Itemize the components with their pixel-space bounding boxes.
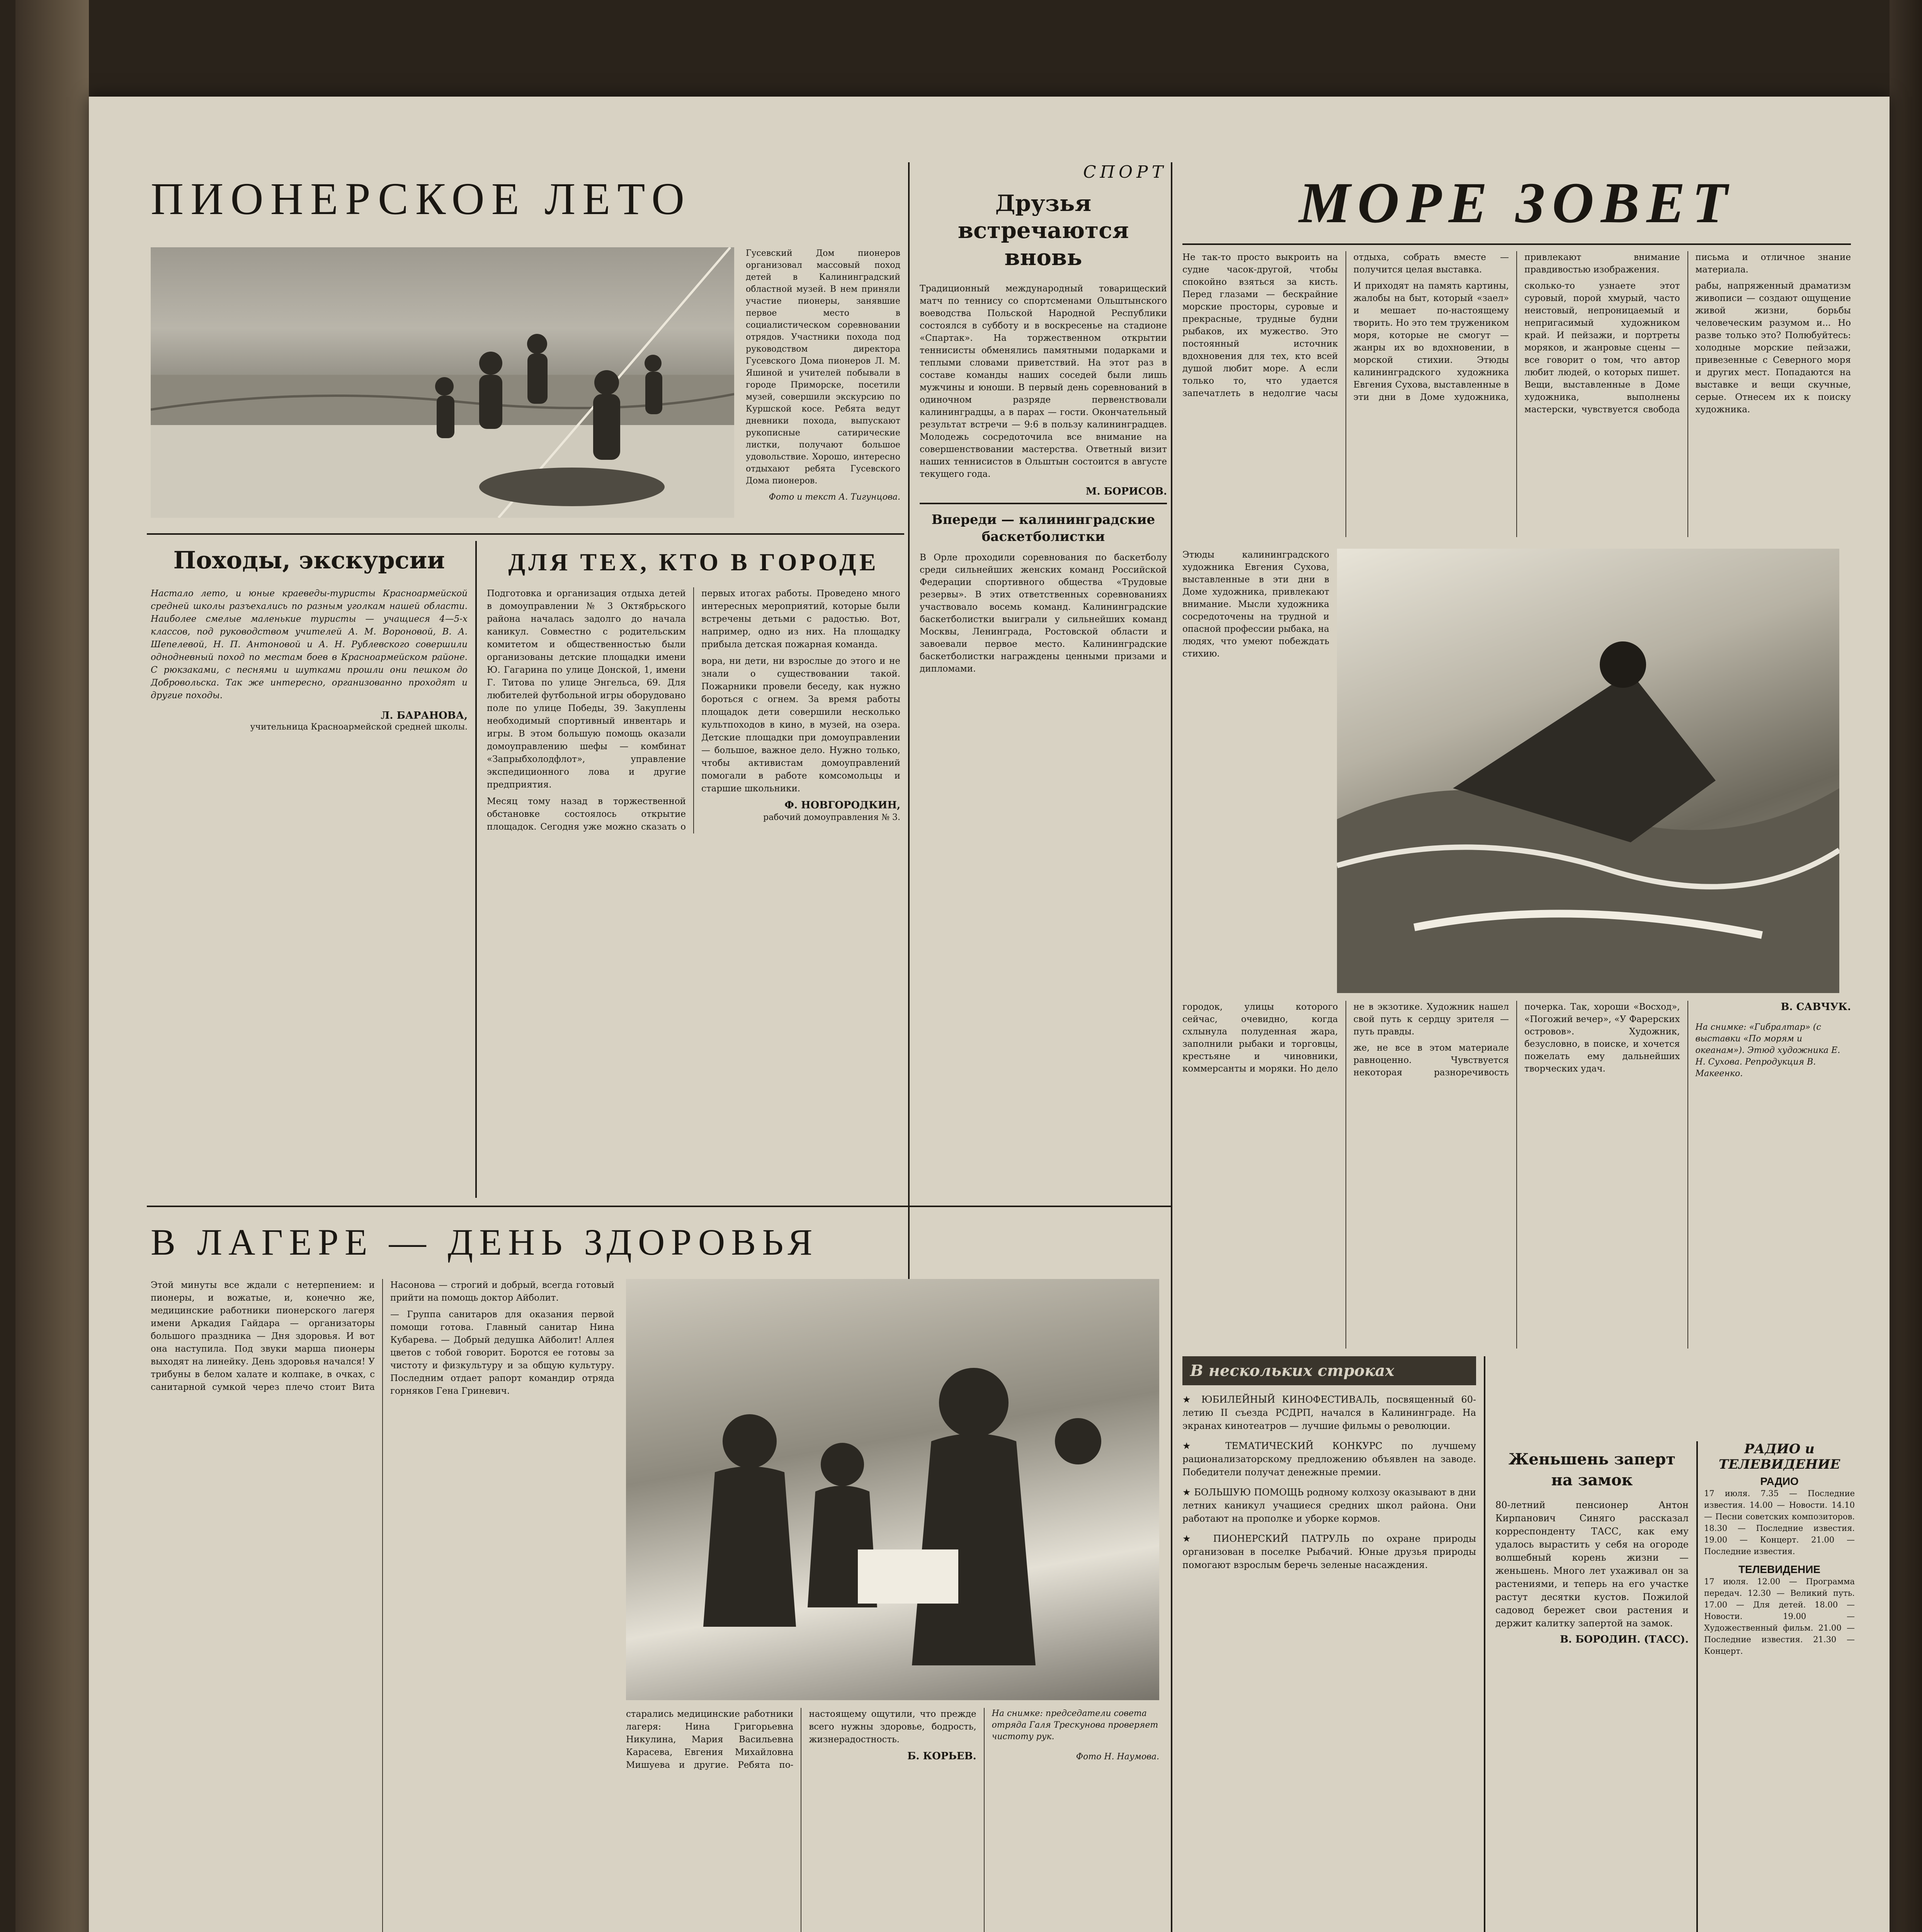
camp-body3: старались медицинские работники лагеря: Нина Григорьевна Никулина, Мария Васильевна Карасева, Евгения Михайловна Мишуева и другие. Ребята по-настоящему ощутили, что прежде всего нужны здоровье, бодрость, жизнерадостность. — [626, 1709, 976, 1770]
rule — [475, 541, 477, 1198]
pioneer-title: ПИОНЕРСКОЕ ЛЕТО — [151, 173, 692, 224]
radio-title: РАДИО и ТЕЛЕВИДЕНИЕ — [1718, 1441, 1840, 1472]
brief-item-2: ★ ТЕМАТИЧЕСКИЙ КОНКУРС по лучшему рационализаторскому предложению объявлен на заводе. Победители получат денежные премии. — [1182, 1440, 1476, 1478]
sea-bottom-left: Этюды калининградского художника Евгения Сухова, выставленные в эти дни в Доме художника, привлекают внимание. Мысли художника сосредоточены на трудной и опасной профессии рыбака, на людях, что умеют побеждать стихию. — [1182, 550, 1329, 659]
sea-painting — [1337, 549, 1839, 993]
rule — [1696, 1441, 1698, 1932]
city-body2: Месяц тому назад в торжественной обстановке состоялось открытие площадок. Сегодня уже можно сказать о первых итогах работы. Проведено много интересных мероприятий, которые были встречены детьми с радостью. Вот, например, одно из них. На площадку прибыла детская пожарная команда. — [487, 588, 900, 832]
hikes-block — [151, 545, 468, 1194]
sea-col2: И приходят на память картины, жалобы на быт, который «заел» и мешает по-настоящему творить. Но это тем тружеником моря, которые не смогут — жанры их во вдохновении, в морской стихии. Этюды калининградского художника Евгения Сухова, выставленные в эти дни в Доме художника, привлекают внимание правдивостью изображения. — [1353, 252, 1680, 402]
ginseng-body: 80-летний пенсионер Антон Кирпанович Синяго рассказал корреспонденту ТАСС, как ему удалось вырастить у себя на огороде волшебный корень жизни — женьшень. Много лет ухаживал он за растениями, и теперь на его участке растут десятки кустов. Пожилой садовод бережет свои растения и держит калитку запертой на замок. — [1495, 1500, 1689, 1629]
sea-columns-top — [1182, 251, 1851, 537]
city-body3: вора, ни дети, ни взрослые до этого и не знали о существовании такой. Пожарники провели беседу, как нужно бороться с огнем. За время работы площадок дети совершили несколько культпоходов в кино, в музей, на озера. Детские площадки при домоуправлении — большое, важное дело. Нужно только, чтобы активистам домоуправлений помогали в работе комсомольцы и старшие школьники. — [701, 656, 900, 794]
rule — [1484, 1356, 1485, 1932]
city-signature: Ф. НОВГОРОДКИН, — [784, 799, 900, 811]
ginseng-title: Женьшень заперт на замок — [1508, 1450, 1676, 1489]
camp-title: В ЛАГЕРЕ — ДЕНЬ ЗДОРОВЬЯ — [151, 1221, 819, 1263]
brief-title: В нескольких строках — [1182, 1356, 1476, 1385]
newspaper-page — [89, 97, 1890, 1932]
sea-bottom-right: же, не все в этом материале равноценно. Чувствуется некоторая разноречивость почерка. Так, хороши «Восход», «Погожий вечер», «У Фарерских островов». Художник, безусловно, в поиске, и хочется пожелать ему дальнейших творческих удач. — [1353, 1002, 1680, 1078]
paper-stack-left — [15, 0, 89, 1932]
camp-body: Этой минуты все ждали с нетерпением: и пионеры, и вожатые, и, конечно же, медицинские работники пионерского лагеря имени Аркадия Гайдара — организаторы большого праздника — Дня здоровья. И вот она наступила. Под звуки марша пионеры выходят на линейку. День здоровья начался! У трибуны в белом халате и колпаке, в очках, с санитарной сумкой через плечо стоит Вита Насонова — строгий и добрый, всегда готовый прийти на помощь доктор Айболит. — [151, 1280, 614, 1392]
city-body: Подготовка и организация отдыха детей в домоуправлении № 3 Октябрьского района началась задолго до начала каникул. Совместно с родительским комитетом и общественностью были организованы детские площадки имени Ю. Гагарина по улице Донской, 1, имени Г. Титова по улице Энгельса, 69. Для любителей футбольной игры оборудовано поле по улице Победы, 39. Закуплены необходимый спортивный инвентарь и игры. В этом большую помощь оказали домоуправлению шефы — комбинат «Запрыбхолодфлот», управление экспедиционного лова и другие предприятия. — [487, 588, 686, 790]
radio-subtitle: РАДИО — [1760, 1475, 1799, 1487]
sport-body: Традиционный международный товарищеский матч по теннису со спортсменами Ольштынского воеводства Польской Народной Республики состоялся в субботу и в воскресенье на стадионе «Спартак». На торжественном открытии теннисисты обменялись памятными подарками и теплыми словами приветствий. На этот раз в составе команды наших соседей были лишь мужчины и юноши. В первый день соревнований в одиночном разряде первенствовали калининградцы, а в парах — гости. Окончательный результат встречи — 9:6 в пользу калининградцев. Молодежь сосредоточила все внимание на совершенствовании мастерства. Ответный визит наших теннисистов в Ольштын состоится в августе текущего года. — [920, 284, 1167, 479]
sport-subtitle: Впереди — калининградские баскетболистки — [920, 503, 1167, 545]
pioneer-photo — [151, 247, 734, 518]
sport-title: Друзья встречаются вновь — [958, 190, 1129, 270]
rule — [147, 1206, 1171, 1207]
brief-block — [1182, 1356, 1476, 1932]
camp-body2: — Группа санитаров для оказания первой помощи готова. Главный санитар Нина Кубарева. — Добрый дедушка Айболит! Аллея цветов с тобой говорит. Боротся ее готовы за чистоту и физкультуру и за общую культуру. Последним отдает рапорт командир отряда горняков Гена Гриневич. — [390, 1310, 614, 1396]
tv-text: 17 июля. 12.00 — Программа передач. 12.30 — Великий путь. 17.00 — Для детей. 18.00 — Новости. 19.00 — Художественный фильм. 21.00 — Последние известия. 21.30 — Концерт. — [1704, 1577, 1855, 1656]
sea-caption: На снимке: «Гибралтар» (с выставки «По морям и океанам»). Этюд художника Е. Н. Сухова. Репродукция В. Макеенко. — [1695, 1022, 1840, 1078]
sea-col3: сколько-то узнаете этот суровый, порой хмурый, часто неистовый, непроницаемый и непригасимый художником край. И пейзажи, и портреты моряков, и жанровые сцены — все говорит о том, что автор любит людей, о которых пишет. Вещи, выставленные в Доме художника, выполнены мастерски, чувствуется свобода письма и отличное знание материала. — [1524, 252, 1851, 415]
sea-header — [1182, 166, 1851, 245]
city-block — [487, 545, 900, 1202]
pioneer-text — [746, 247, 900, 518]
sport-body2: В Орле проходили соревнования по баскетболу среди сильнейших женских команд Российской Федерации спортивного общества «Трудовые резервы». В этих ответственных соревнованиях участвовало восемь команд. Калининградские баскетболистки выиграли у сильнейших команд Москвы, Ленинграда, Ростовской области и завоевали первое место. Калининградские баскетболистки награждены ценными призами и дипломами. — [920, 553, 1167, 674]
brief-item-1: ★ ЮБИЛЕЙНЫЙ КИНОФЕСТИВАЛЬ, посвященный 60-летию II съезда РСДРП, начался в Калининграде. На экранах кинотеатров — лучшие фильмы о революции. — [1182, 1394, 1476, 1431]
sea-col1: Не так-то просто выкроить на судне часок-другой, чтобы спокойно взяться за кисть. Перед глазами — бескрайние морские просторы, суровые и прекрасные, трудные будни рыбаков, их мужество. Это постоянный источник вдохновения для тех, кто всей душой любит море. А если только то, что удается запечатлеть в недолгие часы отдыха, собрать вместе — получится целая выставка. — [1182, 252, 1509, 398]
camp-photo-credit: Фото Н. Наумова. — [1076, 1752, 1159, 1762]
camp-text-2 — [626, 1708, 1159, 1932]
city-signature-note: рабочий домоуправления № 3. — [763, 813, 900, 822]
radio-block — [1704, 1441, 1855, 1932]
camp-caption: На снимке: председатели совета отряда Галя Трескунова проверяет чистоту рук. — [992, 1709, 1158, 1742]
sport-rubric: СПОРТ — [1083, 162, 1167, 182]
hikes-body: Настало лето, и юные краеведы-туристы Красноармейской средней школы разъехались по разным уголкам нашей области. Наиболее смелые маленькие туристы — учащиеся 4—5-х классов, под руководством учителей А. М. Вороновой, В. А. Шепелевой, Н. П. Антоновой и А. Н. Рублевского совершили однодневный поход по местам боев в Красноармейском районе. С рюкзаками, с песнями и шутками прошли они пешком до Добровольска. Так же интересно, организованно проходят и другие походы. — [151, 588, 468, 701]
hikes-title: Походы, экскурсии — [173, 546, 445, 574]
camp-header — [151, 1217, 1163, 1271]
brief-item-4: ★ ПИОНЕРСКИЙ ПАТРУЛЬ по охране природы организован в поселке Рыбачий. Юные друзья природы помогают взрослым беречь зеленые насаждения. — [1182, 1533, 1476, 1570]
paper-stack-right — [1890, 0, 1922, 1932]
camp-photo-art — [626, 1279, 1159, 1700]
camp-photo — [626, 1279, 1159, 1700]
hikes-signature-note: учительница Красноармейской средней школы. — [250, 722, 468, 732]
pioneer-caption: Фото и текст А. Тигунцова. — [769, 492, 900, 502]
sea-title: МОРЕ ЗОВЕТ — [1299, 171, 1735, 235]
sea-col-left — [1182, 549, 1329, 993]
rule — [1171, 162, 1172, 1430]
camp-text — [151, 1279, 614, 1932]
pioneer-photo-art — [151, 247, 734, 518]
sport-signature: М. БОРИСОВ. — [1085, 486, 1167, 497]
rule — [147, 533, 904, 535]
ginseng-signature: В. БОРОДИН. (ТАСС). — [1560, 1634, 1689, 1645]
pioneer-body: Гусевский Дом пионеров организовал массовый поход детей в Калининградский областной музей. В нем приняли участие пионеры, занявшие первое место в социалистическом соревновании отрядов. Участники похода под руководством директора Гусевского Дома пионеров Л. М. Яшиной и учителей побывали в городе Приморске, посетили музей, совершили экскурсию по Куршской косе. Ребята ведут дневники похода, выпускают рукописные сатирические листки, получают большое удовольствие. Хорошо, интересно отдыхают ребята Гусевского Дома пионеров. — [746, 248, 900, 486]
sea-columns-bottom — [1182, 1001, 1851, 1349]
brief-item-3: ★ БОЛЬШУЮ ПОМОЩЬ родному колхозу оказывают в дни летних каникул учащиеся средних школ района. Они работают на прополке и уборке кормов. — [1182, 1487, 1476, 1524]
rule — [1171, 1356, 1172, 1932]
sea-col4: рабы, напряженный драматизм живописи — создают ощущение живой жизни, борьбы человеческим разумом и... Но разве только это? Полюбуйтесь: холодные морские пейзажи, привезенные с Северного моря и других мест. Попадаются на выставке и вещи скучные, серые. Отнесем их к поиску художника. — [1695, 281, 1851, 415]
radio-text: 17 июля. 7.35 — Последние известия. 14.00 — Новости. 14.10 — Песни советских композиторов. 18.30 — Последние известия. 19.00 — Концерт. 21.00 — Последние известия. — [1704, 1489, 1855, 1556]
tv-subtitle: ТЕЛЕВИДЕНИЕ — [1738, 1563, 1821, 1575]
pioneer-block — [151, 170, 900, 228]
ginseng-block — [1495, 1449, 1689, 1932]
city-title: ДЛЯ ТЕХ, КТО В ГОРОДЕ — [508, 548, 879, 576]
sea-bottom-mid: городок, улицы которого сейчас, очевидно, когда схлынула полуденная жара, заполнили рыбаки и торговцы, крестьяне и чиновники, коммерсанты и моряки. Но дело не в экзотике. Художник нашел свой путь к сердцу зрителя — путь правды. — [1182, 1002, 1509, 1074]
sea-signature: В. САВЧУК. — [1781, 1001, 1851, 1013]
sea-painting-art — [1337, 549, 1839, 993]
hikes-signature: Л. БАРАНОВА, — [381, 710, 468, 721]
camp-signature: Б. КОРЬЕВ. — [907, 1750, 976, 1762]
